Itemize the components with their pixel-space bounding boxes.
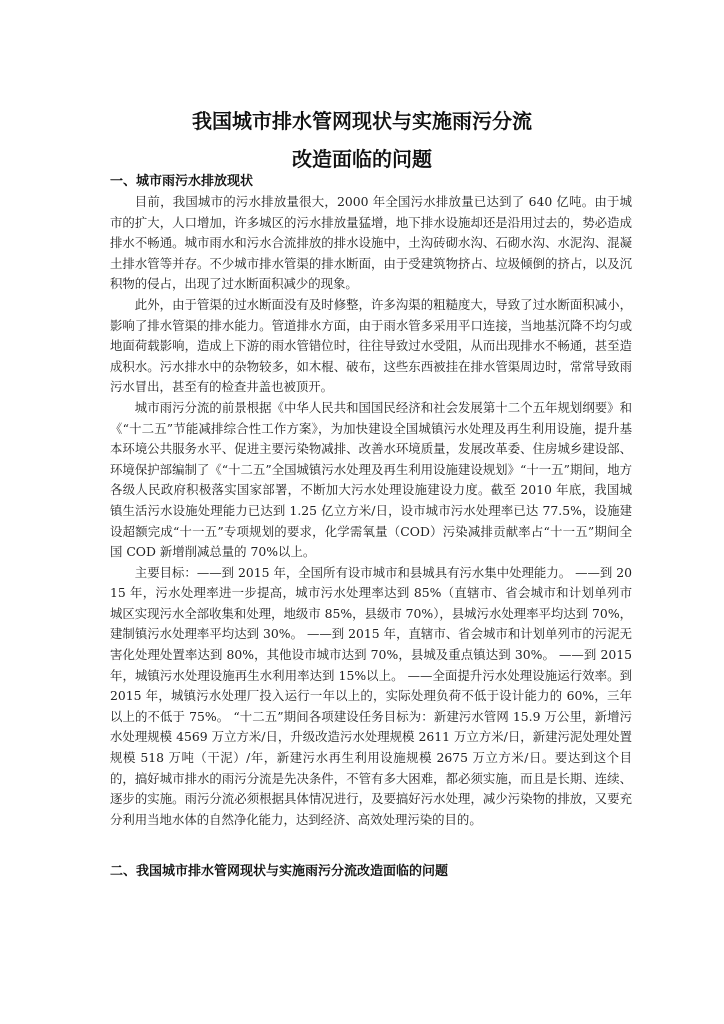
paragraph-2: 此外，由于管渠的过水断面没有及时修整，许多沟渠的粗糙度大，导致了过水断面积减小，影响了排水管渠的排水能力。管道排水方面，由于雨水管多采用平口连接，当地基沉降不均匀或地面荷载影响，造成上下游的雨水管错位时，往往导致过水受阻，从而出现排水不畅通，甚至造成积水。污水排水中的杂物较多，如木棍、破布，这些东西被挂在排水管渠周边时，常常导致雨污水冒出，甚至有的检查井盖也被顶开。 <box>110 296 632 395</box>
document-title-line-2: 改造面临的问题 <box>292 147 432 171</box>
document-title-line-1: 我国城市排水管网现状与实施雨污分流 <box>192 109 532 133</box>
paragraph-3: 城市雨污分流的前景根据《中华人民共和国国民经济和社会发展第十二个五年规划纲要》和《“十二五”节能减排综合性工作方案》，为加快建设全国城镇污水处理及再生利用设施，提升基本环境公共服务水平、促进主要污染物减排、改善水环境质量，发展改革委、住房城乡建设部、环境保护部编制了《“十二五”全国城镇污水处理及再生利用设施建设规划》“十一五”期间，地方各级人民政府积极落实国家部署，不断加大污水处理设施建设力度。截至 2010 年底，我国城镇生活污水设施处理能力已达到 1.25 亿立方米/日，设市城市污水处理率已达 77.5%，设施建设超额完成“十一五”专项规划的要求，化学需氧量（COD）污染减排贡献率占“十一五”期间全国 COD 新增削减总量的 70%以上。 <box>110 399 632 560</box>
paragraph-1: 目前，我国城市的污水排放量很大，2000 年全国污水排放量已达到了 640 亿吨。由于城市的扩大，人口增加，许多城区的污水排放量猛增，地下排水设施却还是沿用过去的，势必造成排水不畅通。城市雨水和污水合流排放的排水设施中，土沟砖砌水沟、石砌水沟、水泥沟、混凝土排水管等并存。不少城市排水管渠的排水断面，由于受建筑物挤占、垃圾倾倒的挤占，以及沉积物的侵占，出现了过水断面积减少的现象。 <box>110 194 632 292</box>
section-1-heading: 一、城市雨污水排放现状 <box>110 174 254 189</box>
section-1-body <box>110 192 632 830</box>
section-2-heading: 二、我国城市排水管网现状与实施雨污分流改造面临的问题 <box>110 864 449 879</box>
paragraph-4: 主要目标：——到 2015 年，全国所有设市城市和县城具有污水集中处理能力。 ——到 2015 年，污水处理率进一步提高，城市污水处理率达到 85%（直辖市、省会城市和计划单列市城区实现污水全部收集和处理，地级市 85%，县级市 70%），县城污水处理率平均达到 70%，建制镇污水处理率平均达到 30%。 ——到 2015 年，直辖市、省会城市和计划单列市的污泥无害化处理处置率达到 80%，其他设市城市达到 70%，县城及重点镇达到 30%。 ——到 2015 年，城镇污水处理设施再生水利用率达到 15%以上。 ——全面提升污水处理设施运行效率。到 2015 年，城镇污水处理厂投入运行一年以上的，实际处理负荷不低于设计能力的 60%，三年以上的不低于 75%。 “十二五”期间各项建设任务目标为：新建污水管网 15.9 万公里，新增污水处理规模 4569 万立方米/日，升级改造污水处理规模 2611 万立方米/日，新建污泥处理处置规模 518 万吨（干泥）/年，新建污水再生利用设施规模 2675 万立方米/日。要达到这个目的，搞好城市排水的雨污分流是先决条件，不管有多大困难，都必须实施，而且是长期、连续、逐步的实施。雨污分流必须根据具体情况进行，及要搞好污水处理，减少污染物的排放，又要充分利用当地水体的自然净化能力，达到经济、高效处理污染的目的。 <box>110 564 632 827</box>
